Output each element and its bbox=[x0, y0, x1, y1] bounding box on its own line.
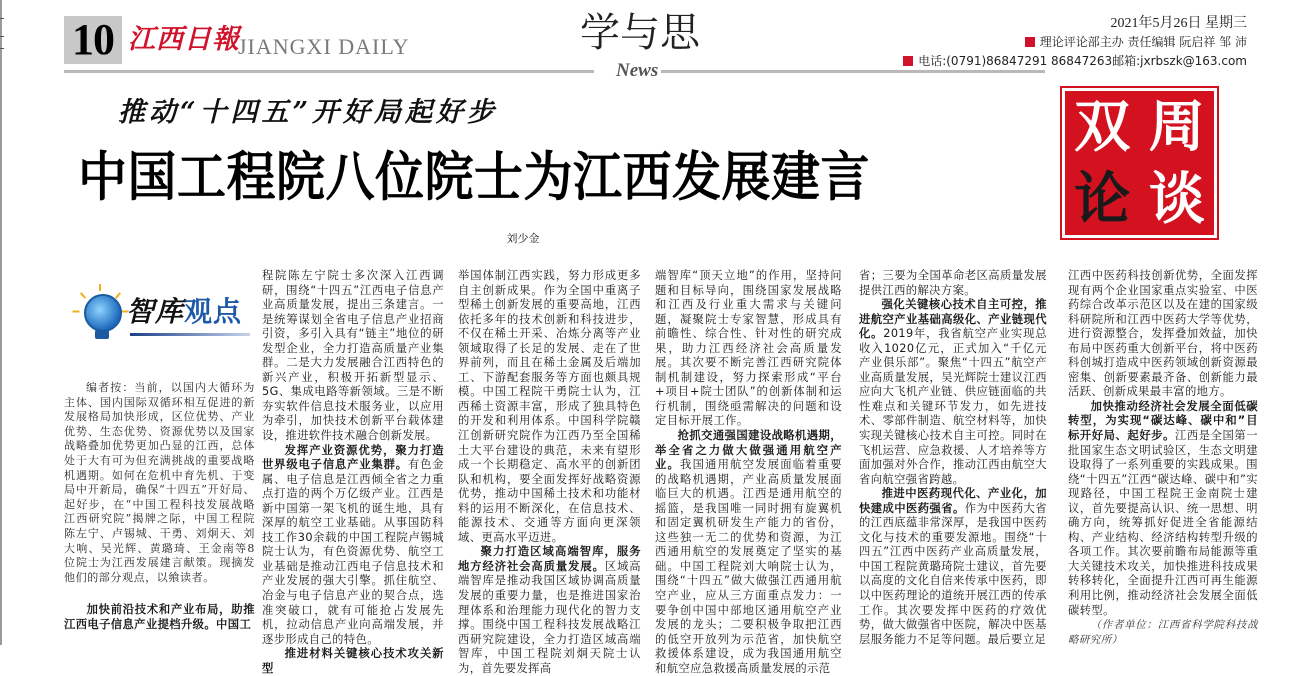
page-left-border bbox=[0, 0, 2, 645]
article-column-1: 加快前沿技术和产业布局，助推江西电子信息产业提档升级。中国工 bbox=[64, 603, 255, 631]
article-column-5: 省；三要为全国革命老区高质量发展提供江西的解决方案。 强化关键核心技术自主可控，推进航空产业基础高级化、产业链现代化。2019年，我省航空产业实现总收入1020亿元，正式加入“千亿元产业俱乐部”。聚焦“十四五”航空产业高质量发展，吴光辉院士建议江西应向大飞机产业链、供应链面临的共性难点和关键环节发力，如先进技术、零部件制造、航空材料等，加快实现关键核心技术自主可控。同时在飞机运营、应急救援、人才培养等方面加强对外合作，推动江西由航空大省向航空强省跨越。 推进中医药现代化、产业化，加快建成中医药强省。作为中医药大省的江西底蕴非常深厚，是我国中医药文化与技术的重要发源地。围绕“十四五”江西中医药产业高质量发展，中国工程院黄璐琦院士建议，首先要以高度的文化自信来传承中医药，即以中医药理论的道统开展江西的传承工作。其次要发挥中医药的疗效优势，做大做强省中医院，解决中医基层服务能力不足等问题。最后要立足 bbox=[859, 269, 1047, 646]
ray bbox=[73, 311, 80, 313]
seal-char: 论 bbox=[1074, 166, 1131, 232]
newspaper-logo: 江西日報 bbox=[128, 24, 240, 55]
issue-date: 2021年5月26日 星期三 bbox=[1110, 16, 1247, 31]
ray bbox=[80, 292, 86, 299]
edge-tick bbox=[0, 18, 4, 19]
contact-text: 电话:(0791)86847291 86847263邮箱:jxrbszk@163.com bbox=[918, 54, 1247, 68]
seal-char: 双 bbox=[1074, 94, 1131, 160]
article-column-4: 端智库“顶天立地”的作用，坚持问题和目标导向，围绕国家发展战略和江西及行业重大需求与关键问题，凝聚院士专家智慧，形成具有前瞻性、综合性、针对性的研究成果，助力江西经济社会高质量发展。其次要不断完善江西研究院体制机制建设，努力探索形成“平台+项目+院士团队”的创新体制和运行机制，围绕亟需解决的问题和设定目标开展工作。 抢抓交通强国建设战略机遇期，举全省之力做大做强通用航空产业。我国通用航空发展面临着重要的战略机遇期，产业高质量发展面临巨大的机遇。江西是通用航空的摇篮，是我国唯一同时拥有旋翼机和固定翼机研发生产能力的省份，这些独一无二的优势和资源，为江西通用航空的发展奠定了坚实的基础。中国工程院刘大响院士认为，围绕“十四五”做大做强江西通用航空产业，应从三方面重点发力：一要争创中国中部地区通用航空产业发展的龙头；二要积极争取把江西的低空开放列为示范省，加快航空救援体系建设，成为我国通用航空和航空应急救援高质量发展的示范 bbox=[655, 269, 842, 675]
article-column-3: 举国体制江西实践，努力形成更多自主创新成果。作为全国中重离子型稀土创新发展的重要高地，江西依托多年的技术创新和科技进步，不仅在稀土开采、冶炼分离等产业领域取得了长足的发展、走在了世界前列，而且在稀土金属及后端加工、下游配套服务等方面也颇具规模。中国工程院干勇院士认为，江西稀土资源丰富，形成了独具特色的开发和利用体系。中国科学院赣江创新研究院作为江西乃至全国稀土大平台建设的典范，未来有望形成一个长期稳定、高水平的创新团队和机构，要全面发挥好战略资源优势，推动中国稀土技术和功能材料的运用不断深化，在信息技术、能源技术、交通等方面向更深领域、更高水平迈进。 聚力打造区域高端智库，服务地方经济社会高质量发展。区域高端智库是推动我国区域协调高质量发展的重要力量，也是推进国家治理体系和治理能力现代化的智力支撑。围绕中国工程科技发展战略江西研究院建设，全力打造区域高端智库，中国工程院刘炯天院士认为，首先要发挥高 bbox=[458, 269, 641, 675]
section-title: 学与思 bbox=[580, 10, 700, 56]
logo-rule bbox=[130, 333, 250, 336]
edge-tick bbox=[0, 48, 4, 49]
newspaper-name-english: JIANGXI DAILY bbox=[238, 34, 410, 59]
lightbulb-icon bbox=[84, 294, 122, 332]
seal-char: 周 bbox=[1148, 94, 1205, 160]
kicker-headline: 推动“十四五”开好局起好步 bbox=[118, 97, 499, 128]
column-seal-logo bbox=[1062, 88, 1217, 238]
section-subtitle: News bbox=[613, 60, 661, 82]
red-square-icon bbox=[1025, 37, 1035, 47]
contact-info bbox=[903, 52, 1247, 71]
think-tank-logo bbox=[80, 290, 250, 342]
think-tank-title: 智库观点 bbox=[126, 295, 243, 328]
red-square-icon bbox=[903, 56, 913, 66]
page-number: 10 bbox=[64, 16, 122, 64]
ray bbox=[99, 284, 101, 291]
author-affiliation: （作者单位：江西省科学院科技战略研究所） bbox=[1068, 619, 1258, 646]
byline: 刘少金 bbox=[506, 232, 540, 245]
masthead-rule bbox=[64, 70, 594, 73]
main-headline: 中国工程院八位院士为江西发展建言 bbox=[78, 146, 871, 209]
article-column-2: 程院陈左宁院士多次深入江西调研，围绕“十四五”江西电子信息产业高质量发展，提出三条建言。一是统筹谋划全省电子信息产业招商引资，多引入具有“链主”地位的研发型企业，全力打造高质量产业集群。二是大力发展融合江西特色的新兴产业，积极开拓新型显示、5G、集成电路等新领域。三是不断夯实软件信息技术服务业，以应用为牵引，加快技术创新平台载体建设，推进软件技术融合创新发展。 发挥产业资源优势，聚力打造世界级电子信息产业集群。有色金属、电子信息是江西倾全省之力重点打造的两个万亿级产业。江西是新中国第一架飞机的诞生地，具有深厚的航空工业基础。从事国防科技工作30余载的中国工程院卢锡城院士认为，有色资源优势、航空工业基础是推动江西电子信息技术和产业发展的强大引擎。抓住航空、冶金与电子信息产业的契合点，选准突破口，就有可能抢占发展先机，拉动信息产业向高端发展，并逐步形成自己的特色。 推进材料关键核心技术攻关新型 bbox=[262, 269, 444, 675]
seal-char: 谈 bbox=[1148, 166, 1205, 232]
editor-note: 编者按：当前，以国内大循环为主体、国内国际双循环相互促进的新发展格局加快形成，区位优势、产业优势、生态优势、资源优势以及国家战略叠加优势更加凸显的江西，总体处于大有可为但充满挑战的重要战略机遇期。如何在危机中育先机、于变局中开新局，确保“十四五”开好局、起好步，在“中国工程科技发展战略江西研究院”揭牌之际，中国工程院陈左宁、卢锡城、干勇、刘炯天、刘大响、吴光辉、黄璐琦、王金南等8位院士为江西发展建言献策。现摘发他们的部分观点，以飨读者。 bbox=[64, 381, 255, 584]
masthead-info bbox=[903, 14, 1247, 71]
edge-tick bbox=[0, 36, 4, 37]
editorial-credit bbox=[903, 33, 1247, 52]
editorial-text: 理论评论部主办 责任编辑 阮启祥 邹 沛 bbox=[1039, 35, 1247, 49]
lightbulb-base bbox=[95, 330, 109, 339]
article-column-6: 江西中医药科技创新优势，全面发挥现有两个企业国家重点实验室、中医药综合改革示范区以及在建的国家级科研院所和江西中医药大学等优势，进行资源整合，发挥叠加效益，加快布局中医药重大创新平台，将中医药科创城打造成中医药领域创新资源最密集、创新要素最齐备、创新能力最活跃、创新成果最丰富的地方。 加快推动经济社会发展全面低碳转型，为实现“碳达峰、碳中和”目标开好局、起好步。江西是全国第一批国家生态文明试验区，生态文明建设取得了一系列重要的实践成果。围绕“十四五”江西“碳达峰、碳中和”实现路径，中国工程院王金南院士建议，首先要提高认识、统一思想、明确方向，统筹抓好促进全省能源结构、产业结构、经济结构转型升级的各项工作。其次要前瞻布局能源等重大关键技术攻关，加快推进科技成果转移转化，全面提升江西可再生能源利用比例，推动经济社会发展全面低碳转型。 （作者单位：江西省科学院科技战略研究所） bbox=[1068, 269, 1258, 646]
ray bbox=[115, 292, 121, 299]
